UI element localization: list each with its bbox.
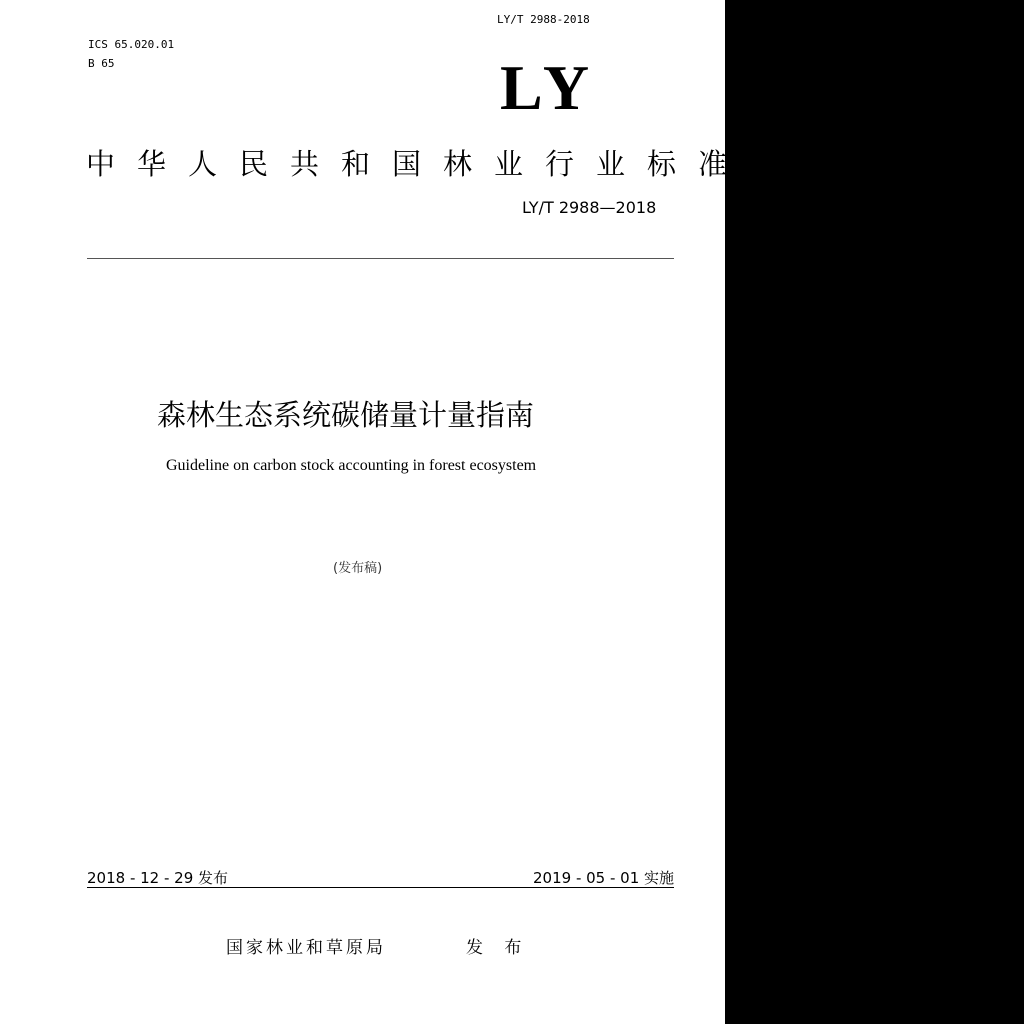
ccs-code: B 65 — [88, 57, 115, 70]
implementation-date: 2019 - 05 - 01 实施 — [533, 869, 675, 887]
standard-type-title: 中华人民共和国林业行业标准 — [86, 147, 750, 181]
bottom-divider — [87, 887, 674, 888]
publication-date: 2018 - 12 - 29 发布 — [87, 869, 229, 887]
ly-logo: LY — [500, 52, 596, 123]
ics-code: ICS 65.020.01 — [88, 38, 175, 51]
issuing-authority: 国家林业和草原局 — [226, 938, 386, 958]
issue-label: 发 布 — [466, 938, 530, 958]
document-title-cn: 森林生态系统碳储量计量指南 — [157, 398, 535, 432]
draft-note: (发布稿) — [333, 561, 383, 576]
top-divider — [87, 258, 674, 259]
standard-code: LY/T 2988—2018 — [522, 198, 657, 217]
document-title-en: Guideline on carbon stock accounting in forest ecosystem — [166, 457, 537, 474]
header-standard-code: LY/T 2988-2018 — [497, 13, 590, 26]
